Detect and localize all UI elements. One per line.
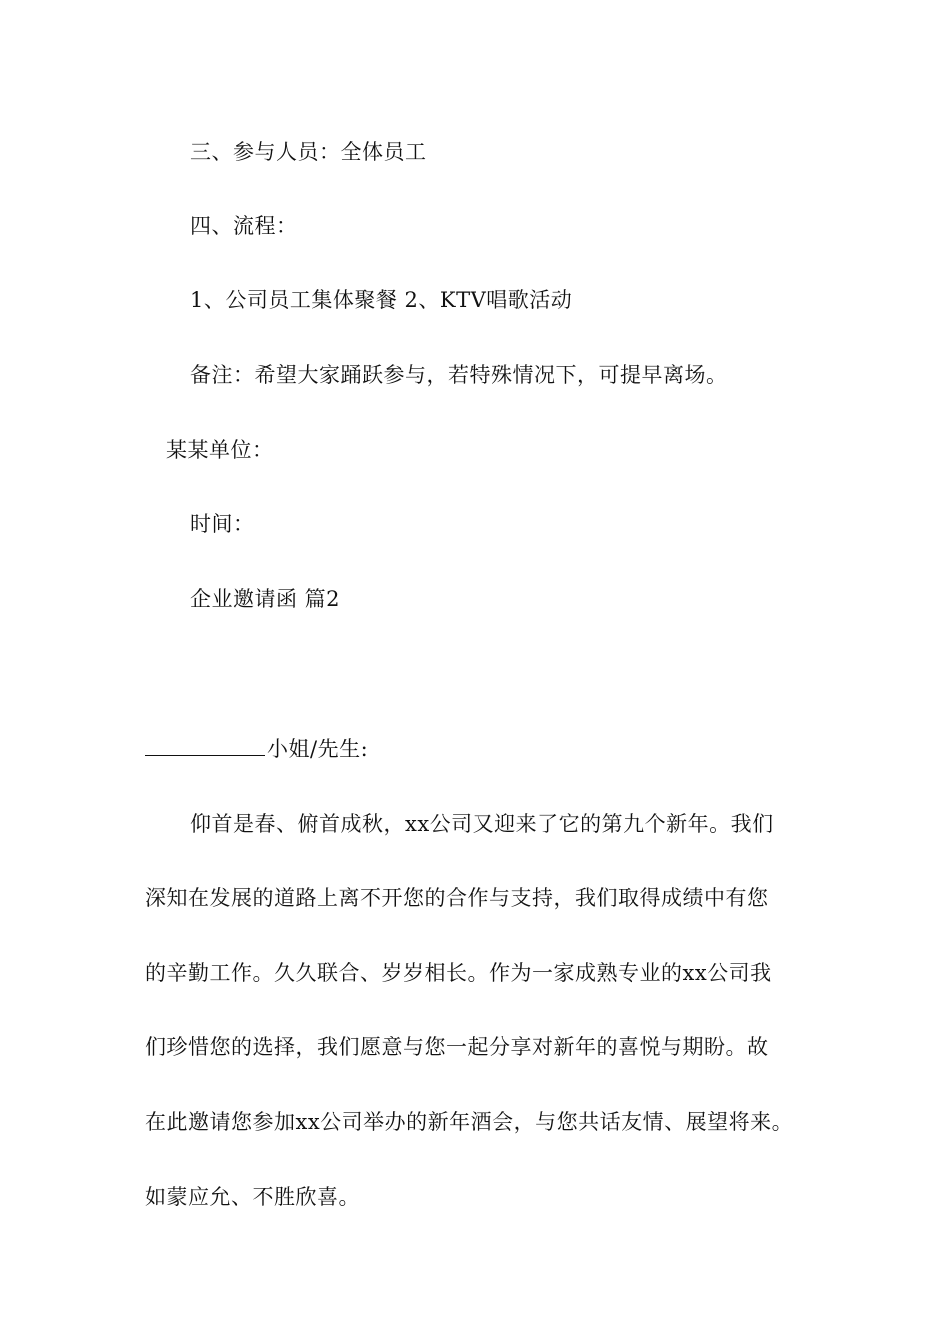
paragraph-line: 深知在发展的道路上离不开您的合作与支持，我们取得成绩中有您 bbox=[145, 886, 769, 910]
process-heading: 四、流程： bbox=[190, 214, 298, 238]
time-line: 时间： bbox=[190, 512, 255, 536]
salutation-text: 小姐/先生: bbox=[267, 737, 369, 761]
section-title: 企业邀请函 篇2 bbox=[190, 587, 341, 611]
salutation-line bbox=[145, 733, 368, 764]
process-items-line: 1、公司员工集体聚餐 2、KTV唱歌活动 bbox=[190, 288, 573, 312]
paragraph-line: 的辛勤工作。久久联合、岁岁相长。作为一家成熟专业的xx公司我 bbox=[145, 961, 772, 985]
paragraph-line: 如蒙应允、不胜欣喜。 bbox=[145, 1185, 360, 1209]
paragraph-line: 们珍惜您的选择，我们愿意与您一起分享对新年的喜悦与期盼。故 bbox=[145, 1035, 769, 1059]
unit-line: 某某单位： bbox=[166, 438, 274, 462]
name-blank bbox=[145, 733, 265, 756]
paragraph-line: 仰首是春、俯首成秋，xx公司又迎来了它的第九个新年。我们 bbox=[190, 812, 774, 836]
paragraph-line: 在此邀请您参加xx公司举办的新年酒会，与您共话友情、展望将来。 bbox=[145, 1110, 794, 1134]
participants-line: 三、参与人员：全体员工 bbox=[190, 140, 427, 164]
remark-line: 备注：希望大家踊跃参与，若特殊情况下，可提早离场。 bbox=[190, 363, 728, 387]
